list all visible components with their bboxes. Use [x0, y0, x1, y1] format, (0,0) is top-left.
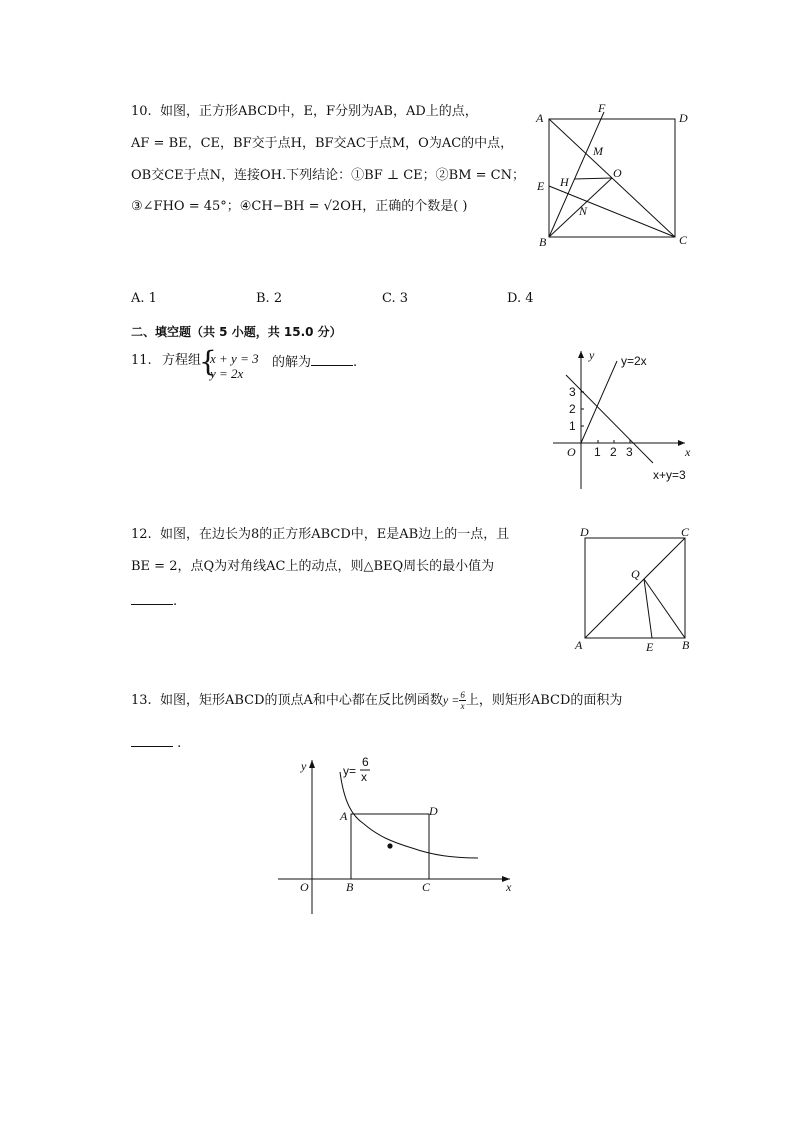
q11-line-y-2x — [581, 361, 617, 443]
q11-suffix-line — [272, 353, 357, 371]
q12-end: . — [173, 594, 178, 609]
q11-number: 11. — [131, 353, 152, 368]
q12-text-1: 如图，在边长为8的正方形ABCD中，E是AB边上的一点，且 — [159, 527, 510, 542]
q12-text-2: BE = 2，点Q为对角线AC上的动点，则△BEQ周长的最小值为 — [131, 559, 495, 574]
q11-suffix: 的解为 — [272, 355, 312, 370]
q10-line-bf — [549, 112, 604, 237]
q10-label-e: E — [537, 179, 545, 193]
q11-x-arrow — [678, 440, 685, 446]
q10-line-ec — [549, 186, 675, 237]
q10-option-c: C. 3 — [382, 291, 409, 306]
q13-number: 13. — [131, 693, 152, 708]
q11-figure — [545, 345, 705, 493]
q13-fn-lhs: y = — [442, 693, 460, 707]
q13-text-1b: 上，则矩形ABCD的面积为 — [465, 693, 623, 708]
q11-xtick-3: 3 — [626, 445, 633, 459]
q13-curve — [340, 772, 478, 858]
q13-label-o: O — [300, 880, 309, 894]
q11-ytick-3: 3 — [569, 385, 576, 399]
q10-text-3: OB交CE于点N，连接OH.下列结论：①BF ⊥ CE；②BM = CN； — [131, 168, 525, 183]
q10-figure — [530, 98, 700, 254]
q13-blank-line — [131, 734, 181, 752]
q10-option-a: A. 1 — [131, 291, 157, 306]
q11-prefix: 方程组 — [162, 353, 202, 368]
q13-line1 — [131, 690, 622, 711]
q12-figure — [572, 522, 698, 656]
q12-label-d: D — [580, 525, 589, 539]
q10-number: 10. — [131, 104, 152, 119]
q11-brace: { — [199, 345, 217, 378]
q11-label-line1: y=2x — [621, 354, 647, 368]
q13-y-arrow — [309, 760, 315, 768]
q12-number: 12. — [131, 527, 152, 542]
q10-label-n: N — [579, 204, 588, 218]
q10-text-1: 如图，正方形ABCD中，E，F分别为AB，AD上的点， — [159, 104, 478, 119]
q11-label-y: y — [589, 348, 595, 362]
q10-option-b: B. 2 — [256, 291, 283, 306]
q11-eq2: y = 2x — [210, 366, 244, 381]
q10-label-c: C — [679, 233, 688, 247]
q10-text-4: ③∠FHO = 45°；④CH−BH = √2OH，正确的个数是( ) — [131, 199, 468, 214]
q12-diagonal-ac — [585, 538, 685, 638]
q10-line-ho — [574, 178, 612, 179]
q11-end: . — [353, 355, 358, 370]
q12-label-a: A — [575, 638, 583, 652]
q11-label-x: x — [685, 445, 691, 459]
q10-label-f: F — [598, 101, 606, 115]
q13-label-y: y — [301, 759, 307, 773]
q12-answer-blank — [131, 592, 173, 605]
q13-figure — [272, 752, 522, 918]
q10-label-h: H — [560, 175, 569, 189]
q13-answer-blank — [131, 734, 173, 747]
q11-ytick-2: 2 — [569, 402, 576, 416]
q11-ytick-1: 1 — [569, 419, 576, 433]
q12-line-qe — [644, 579, 652, 638]
q10-line1 — [131, 104, 478, 120]
q10-text-2: AF = BE，CE，BF交于点H，BF交AC于点M，O为AC的中点， — [131, 136, 514, 151]
q12-label-c: C — [681, 525, 690, 539]
q12-label-e: E — [646, 640, 654, 654]
q13-label-c: C — [422, 880, 431, 894]
q10-label-m: M — [593, 144, 603, 158]
q13-label-x: x — [506, 880, 512, 894]
q13-curve-num: 6 — [362, 755, 369, 769]
q12-line1 — [131, 527, 509, 543]
q13-fn-den: x — [460, 701, 465, 711]
q12-label-b: B — [682, 638, 690, 652]
q10-label-a: A — [536, 111, 544, 125]
q11-answer-blank — [311, 353, 353, 366]
q11-xtick-2: 2 — [610, 445, 617, 459]
q11-label-line2: x+y=3 — [653, 468, 686, 482]
q13-label-a: A — [340, 809, 348, 823]
q13-fn-num: 6 — [460, 690, 465, 700]
q12-line-qb — [644, 579, 685, 638]
q13-text-1a: 如图，矩形ABCD的顶点A和中心都在反比例函数 — [159, 693, 443, 708]
q10-label-o: O — [613, 166, 622, 180]
section2-heading: 二、填空题（共 5 小题，共 15.0 分） — [131, 325, 342, 339]
q11-xtick-1: 1 — [594, 445, 601, 459]
q13-center-point — [387, 843, 392, 848]
q10-label-d: D — [679, 111, 688, 125]
q13-curve-den: x — [361, 770, 367, 784]
q13-label-d: D — [429, 804, 438, 818]
q12-blank-line — [131, 592, 177, 610]
q10-option-d: D. 4 — [507, 291, 534, 306]
q10-label-b: B — [539, 235, 547, 249]
q11-y-arrow — [578, 351, 584, 358]
q11-eq1: x + y = 3 — [210, 351, 259, 366]
q12-label-q: Q — [631, 567, 640, 581]
q13-label-b: B — [346, 880, 354, 894]
q13-end: . — [177, 736, 182, 751]
q11-label-o: O — [567, 445, 576, 459]
q13-curve-lhs: y= — [343, 764, 357, 778]
